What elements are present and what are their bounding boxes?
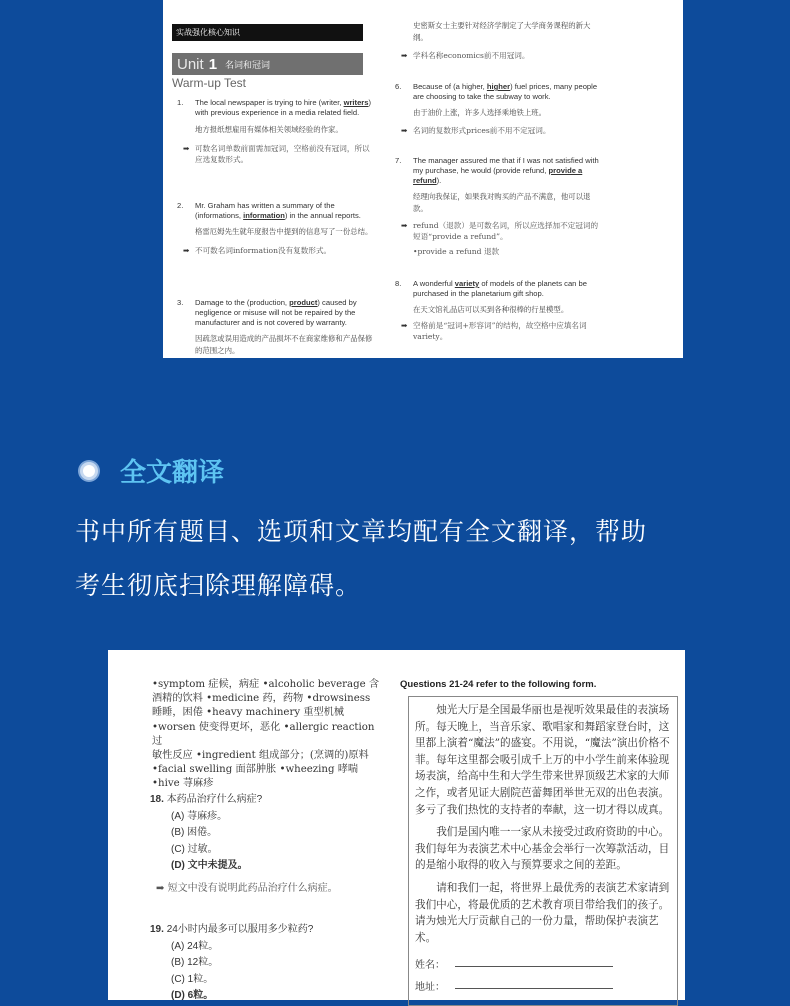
arrow-icon: ➡	[401, 321, 408, 330]
question-7: 7. The manager assured me that if I was not satisfied with my purchase, he would (provide refund, provide a refund). 经理向我保证，如果我对购买的产品不满意，他可以退款。 ➡ refund（退款）是可数名词，所以应选择加不定冠词的短语“provide a refund”。 •provide a refund 退款	[395, 156, 599, 256]
arrow-icon: ➡	[401, 126, 408, 135]
translation: 地方报纸想雇用有媒体相关领域经验的作家。	[195, 125, 343, 134]
unit-header	[172, 53, 363, 75]
book-page-preview-bottom	[108, 650, 685, 1000]
question-8: 8. A wonderful variety of models of the planets can be purchased in the planetarium gift shop. 在天文馆礼品店可以买到各种很棒的行星模型。 ➡ 空格前是“冠词+形容词”的结构，故空格中应填名词variety。	[395, 279, 587, 341]
form-box: 烛光大厅是全国最华丽也是视听效果最佳的表演场所。每天晚上，当音乐家、歌唱家和舞蹈家登台时，这里都上演着“魔法”的盛宴。不用说，“魔法”演出价格不菲。每年这里都会吸引成千上万的中小学生前来体验现场表演，给高中生和大学生带来世界顶级艺术家的大师之作，或者见证大剧院芭蕾舞团举世无双的出色表演。多亏了我们热忱的支持者的奉献，这一切才得以成真。 我们是国内唯一一家从未接受过政府资助的中心。我们每年为表演艺术中心基金会举行一次筹款活动，目的是缩小取得的收入与预算要求之间的差距。 请和我们一起，将世界上最优秀的表演艺术家请到我们中心，将最优质的艺术教育项目带给我们的孩子。请为烛光大厅贡献自己的一份力量，帮助保护表演艺术。 姓名： 地址：	[408, 696, 678, 1006]
form-header: Questions 21-24 refer to the following form.	[400, 679, 597, 690]
question-5-cont: 史密斯女士主要针对经济学制定了大学商务课程的新大纲。 ➡ 学科名称economics前不用冠词。	[401, 21, 591, 60]
vocabulary-list: •symptom 症候，病症 •alcoholic beverage 含 酒精的饮料 •medicine 药，药物 •drowsiness 睡睡，困倦 •heavy machinery 重型机械 •worsen 使变得更坏，恶化 •allergic reaction 过 敏性反应 •ingredient 组成部分；(烹调的)原料 •facial swelling 面部肿胀 •wheezing 哮喘 •hive 荨麻疹	[152, 679, 380, 790]
address-field: 地址：	[415, 974, 671, 996]
unit-title: 名词和冠词	[225, 59, 271, 70]
arrow-icon: ➡	[156, 882, 165, 894]
feature-description-line-1: 书中所有题目、选项和文章均配有全文翻译，帮助	[75, 517, 648, 546]
feature-description-line-2: 考生彻底扫除理解障碍。	[75, 571, 362, 600]
test-title: Warm-up Test	[172, 76, 247, 90]
question-6: 6. Because of (a higher, higher) fuel prices, many people are choosing to take the subway to work. 由于油价上涨，许多人选择乘地铁上班。 ➡ 名词的复数形式prices前不用不定冠词。	[395, 82, 598, 135]
target-circle-icon	[78, 460, 100, 482]
translation: 格雷厄姆先生就年度报告中提到的信息写了一份总结。	[195, 227, 373, 236]
feature-title: 全文翻译	[120, 458, 225, 488]
question-18: 18. 本药品治疗什么病症? (A) 荨麻疹。 (B) 困倦。 (C) 过敏。 (D) 文中未提及。 ➡ 短文中没有说明此药品治疗什么病症。	[150, 794, 338, 894]
translation: 因疏忽或误用造成的产品损坏不在商家维修和产品保修的范围之内。	[195, 334, 373, 355]
arrow-icon: ➡	[401, 51, 408, 60]
unit-word: Unit	[177, 55, 204, 73]
arrow-icon: ➡	[183, 246, 190, 255]
arrow-icon: ➡	[183, 144, 190, 153]
question-2: 2. Mr. Graham has written a summary of the (informations, information) in the annual reports. 格雷厄姆先生就年度报告中提到的信息写了一份总结。 ➡ 不可数名词information没有复数形式。	[195, 201, 375, 256]
arrow-icon: ➡	[401, 221, 408, 230]
question-1: 1. The local newspaper is trying to hire (writer, writers) with previous experience in a media related field. 地方报纸想雇用有媒体相关领域经验的作家。 ➡ 可数名词单数前面需加冠词，空格前没有冠词，所以应选复数形式。	[195, 98, 375, 165]
book-page-preview-top	[163, 0, 683, 358]
name-field: 姓名：	[415, 952, 671, 974]
question-19: 19. 24小时内最多可以服用多少粒药? (A) 24粒。 (B) 12粒。 (C) 1粒。 (D) 6粒。	[150, 924, 314, 1001]
section-bar: 实战强化核心知识	[172, 24, 363, 41]
unit-number: 1	[208, 55, 218, 73]
feature-heading	[78, 452, 224, 489]
question-3: 3. Damage to the (production, product) caused by negligence or misuse will not be repaired by the manufacturer and is not covered by warranty. 因疏忽或误用造成的产品损坏不在商家维修和产品保修的范围之内。	[195, 298, 377, 357]
